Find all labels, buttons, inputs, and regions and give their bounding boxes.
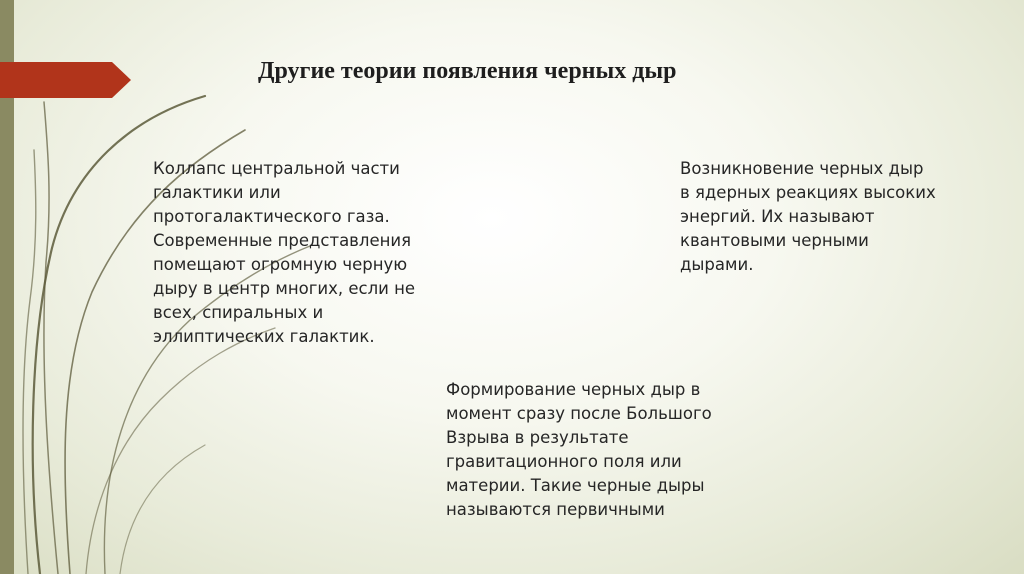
text-line: момент сразу после Большого bbox=[446, 404, 712, 423]
text-line: энергий. Их называют bbox=[680, 207, 875, 226]
text-line: Формирование черных дыр в bbox=[446, 380, 701, 399]
text-line: галактики или bbox=[153, 183, 281, 202]
text-line: протогалактического газа. bbox=[153, 207, 390, 226]
vine-stroke bbox=[86, 328, 275, 574]
text-line: квантовыми черными bbox=[680, 231, 869, 250]
text-line: гравитационного поля или bbox=[446, 452, 682, 471]
text-line: дырами. bbox=[680, 255, 754, 274]
text-line: дыру в центр многих, если не bbox=[153, 279, 416, 298]
theory-text-primordial bbox=[446, 378, 712, 522]
text-line: эллиптических галактик. bbox=[153, 327, 375, 346]
text-line: называются первичными bbox=[446, 500, 665, 519]
text-line: Взрыва в результате bbox=[446, 428, 629, 447]
text-line: Современные представления bbox=[153, 231, 412, 250]
title-arrow-marker bbox=[0, 62, 131, 98]
text-line: всех, спиральных и bbox=[153, 303, 324, 322]
vine-stroke bbox=[120, 445, 205, 574]
text-line: Возникновение черных дыр bbox=[680, 159, 924, 178]
theory-text-quantum bbox=[680, 157, 936, 277]
text-line: Коллапс центральной части bbox=[153, 159, 400, 178]
text-line: в ядерных реакциях высоких bbox=[680, 183, 936, 202]
text-line: материи. Такие черные дыры bbox=[446, 476, 705, 495]
slide-title: Другие теории появления черных дыр bbox=[258, 58, 677, 84]
vine-stroke bbox=[44, 102, 58, 574]
theory-text-galactic-collapse bbox=[153, 157, 415, 349]
text-line: помещают огромную черную bbox=[153, 255, 408, 274]
